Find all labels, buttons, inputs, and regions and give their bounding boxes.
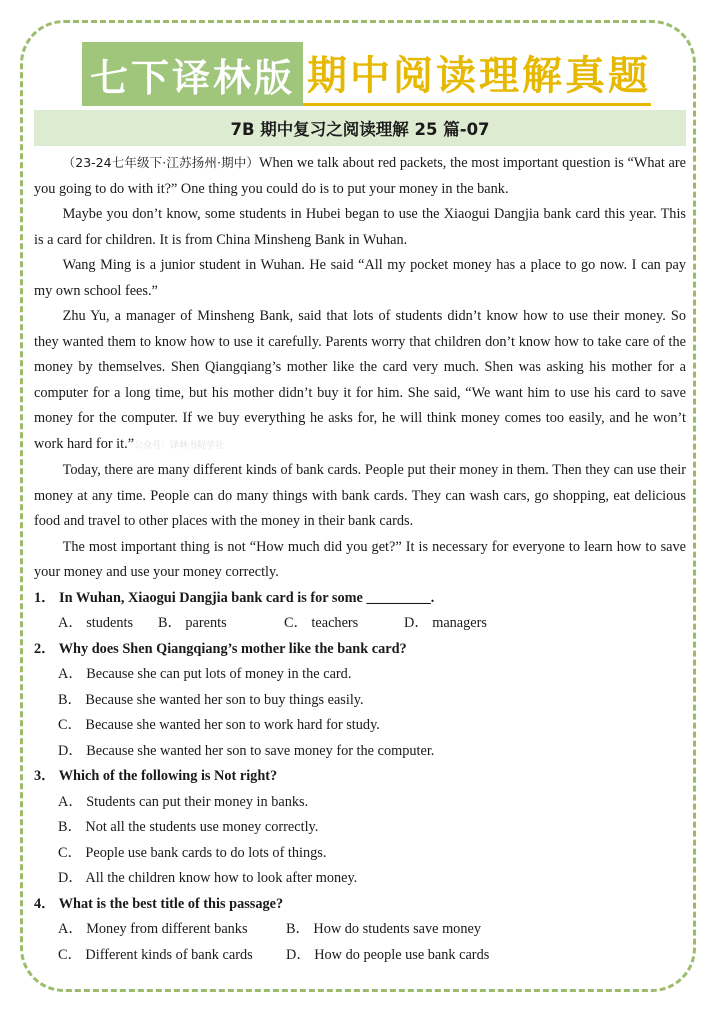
subtitle-bar [34,110,686,146]
watermark: 公众号：译林书院学社 [134,439,225,450]
question-4: 4． What is the best title of this passage? [34,895,284,912]
option: C． teachers [284,615,359,631]
paragraph-4-text: Zhu Yu, a manager of Minsheng Bank, said that lots of students didn’t know how to use their money. So they wanted them to know how to use it carefully. Parents worry that children don’t know how to take care of the money by themselves. Shen Qiangqiang’s mother like the card very much. Shen was asking his mother for a computer for a long time, but his mother didn’t buy it for him. She said, “We want him to use his card to save money for the computer. If we buy everything he asks for, he will think money comes too easily, and he won’t work hard for it.” [34,308,686,452]
option: D． managers [404,615,487,631]
option: B． parents [158,615,227,631]
passage-paragraph-1 [34,150,686,202]
option: C． Because she wanted her son to work hard for study. [58,717,380,733]
passage-paragraph-2: Maybe you don’t know, some students in Hubei began to use the Xiaogui Dangjia bank card this year. This is a card for children. It is from China Minsheng Bank in Wuhan. [34,206,686,248]
title-right: 期中阅读理解真题 [303,42,651,106]
passage-paragraph-5: Today, there are many different kinds of bank cards. People put their money in them. Then they can use their money at any time. People can do many things with bank cards. They can wash cars, go shopping, eat delicious food and travel to other places with the money in their bank cards. [34,462,686,529]
question-2: 2． Why does Shen Qiangqiang’s mother like the bank card? [34,640,407,657]
option: A． Students can put their money in banks. [58,793,309,810]
passage-content [34,150,686,968]
passage-paragraph-4 [34,304,686,458]
option: B． Not all the students use money correctly. [58,819,319,835]
option: C． Different kinds of bank cards [58,946,253,963]
passage-paragraph-6: The most important thing is not “How much did you get?” It is necessary for everyone to learn how to save your money and use your money correctly. [34,538,686,580]
question-3: 3． Which of the following is Not right? [34,768,278,784]
question-4-options-row-2 [34,943,686,969]
subtitle: 7B 期中复习之阅读理解 25 篇-07 [230,120,490,139]
option: A． students [58,615,134,631]
page-title [82,42,651,106]
option: C． People use bank cards to do lots of things. [58,844,327,861]
option: A． Money from different banks [58,921,248,937]
source-label: （23-24七年级下·江苏扬州·期中） [62,155,260,170]
question-1-options [34,611,686,637]
option: A． Because she can put lots of money in the card. [58,666,352,682]
option: D． All the children know how to look after money. [58,870,358,886]
option: D． Because she wanted her son to save money for the computer. [58,742,435,759]
passage-paragraph-3: Wang Ming is a junior student in Wuhan. He said “All my pocket money has a place to go now. I can pay my own school fees.” [34,257,686,299]
question-4-options-row-1 [34,917,686,943]
option: B． How do students save money [286,921,481,937]
paragraph-1-text: When we talk about red packets, the most important question is “What are you going to do with it?” One thing you could do is to put your money in the bank. [34,155,686,197]
title-left: 七下译林版 [82,42,303,106]
question-1: 1． In Wuhan, Xiaogui Dangjia bank card is for some _________. [34,589,435,606]
option: B． Because she wanted her son to buy things easily. [58,691,364,708]
option: D． How do people use bank cards [286,946,490,963]
